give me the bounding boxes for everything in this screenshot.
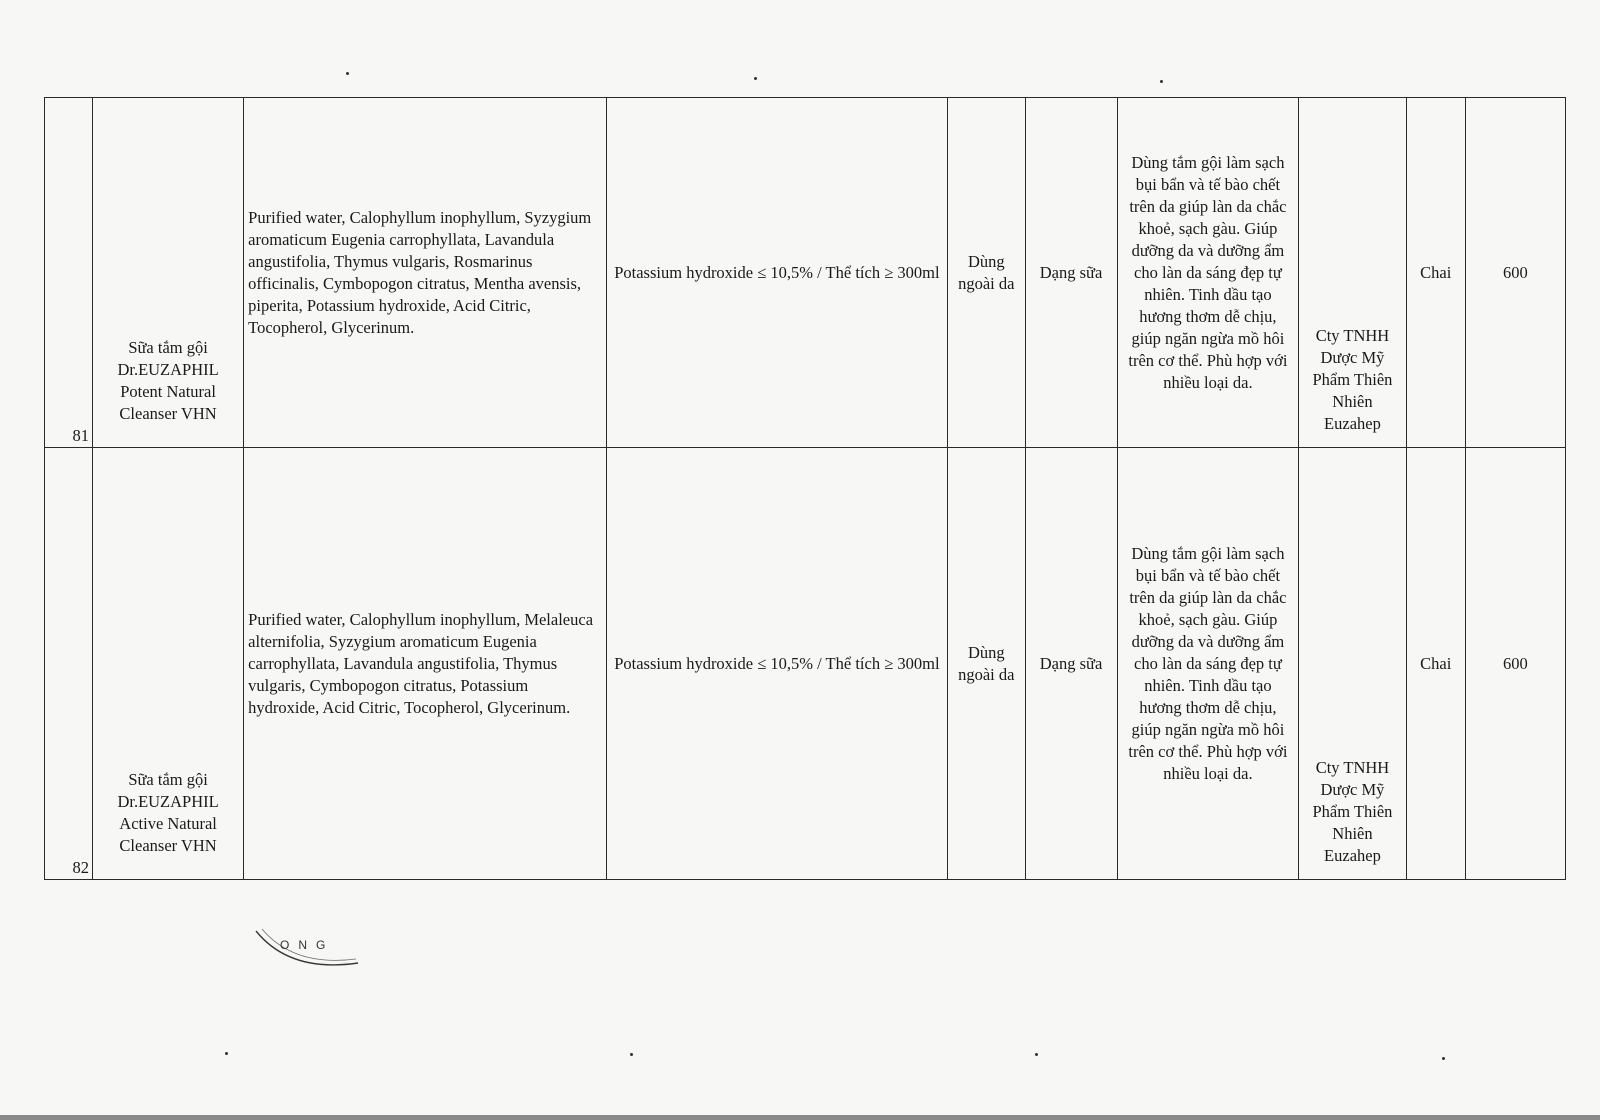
product-table bbox=[44, 97, 1566, 880]
stt-cell: 82 bbox=[45, 448, 93, 880]
stt-cell: 81 bbox=[45, 98, 93, 448]
product-name-cell: Sữa tắm gội Dr.EUZAPHIL Active Natural Cleanser VHN bbox=[93, 448, 244, 880]
product-name-cell: Sữa tắm gội Dr.EUZAPHIL Potent Natural Cleanser VHN bbox=[93, 98, 244, 448]
scan-speck bbox=[1035, 1053, 1038, 1056]
limit-cell: Potassium hydroxide ≤ 10,5% / Thể tích ≥ 300ml bbox=[606, 98, 947, 448]
limit-cell: Potassium hydroxide ≤ 10,5% / Thể tích ≥ 300ml bbox=[606, 448, 947, 880]
company-cell: Cty TNHH Dược Mỹ Phẩm Thiên Nhiên Euzahep bbox=[1299, 448, 1406, 880]
unit-cell: Chai bbox=[1406, 448, 1465, 880]
stamp-text: ONG bbox=[280, 938, 335, 952]
usage-cell: Dùng tắm gội làm sạch bụi bẩn và tế bào chết trên da giúp làn da chắc khoẻ, sạch gàu. Giúp dưỡng da và dưỡng ẩm cho làn da sáng đẹp tự nhiên. Tinh dầu tạo hương thơm dễ chịu, giúp ngăn ngừa mồ hôi trên cơ thể. Phù hợp với nhiều loại da. bbox=[1117, 448, 1299, 880]
scan-speck bbox=[346, 72, 349, 75]
table-row bbox=[45, 98, 1566, 448]
scan-speck bbox=[225, 1052, 228, 1055]
form-cell: Dạng sữa bbox=[1025, 448, 1117, 880]
unit-cell: Chai bbox=[1406, 98, 1465, 448]
stamp-fragment bbox=[250, 925, 365, 975]
form-cell: Dạng sữa bbox=[1025, 98, 1117, 448]
usage-cell: Dùng tắm gội làm sạch bụi bẩn và tế bào chết trên da giúp làn da chắc khoẻ, sạch gàu. Giúp dưỡng da và dưỡng ẩm cho làn da sáng đẹp tự nhiên. Tinh dầu tạo hương thơm dễ chịu, giúp ngăn ngừa mồ hôi trên cơ thể. Phù hợp với nhiều loại da. bbox=[1117, 98, 1299, 448]
ingredients-cell: Purified water, Calophyllum inophyllum, Melaleuca alternifolia, Syzygium aromaticum Eugenia carrophyllata, Lavandula angustifolia, Thymus vulgaris, Cymbopogon citratus, Potassium hydroxide, Acid Citric, Tocopherol, Glycerinum. bbox=[244, 448, 607, 880]
scan-speck bbox=[1442, 1057, 1445, 1060]
ingredients-cell: Purified water, Calophyllum inophyllum, Syzygium aromaticum Eugenia carrophyllata, Lavandula angustifolia, Thymus vulgaris, Rosmarinus officinalis, Cymbopogon citratus, Mentha avensis, piperita, Potassium hydroxide, Acid Citric, Tocopherol, Glycerinum. bbox=[244, 98, 607, 448]
route-cell: Dùng ngoài da bbox=[947, 98, 1025, 448]
table-row bbox=[45, 448, 1566, 880]
scan-speck bbox=[1160, 80, 1163, 83]
scan-speck bbox=[754, 77, 757, 80]
company-cell: Cty TNHH Dược Mỹ Phẩm Thiên Nhiên Euzahep bbox=[1299, 98, 1406, 448]
route-cell: Dùng ngoài da bbox=[947, 448, 1025, 880]
scan-edge bbox=[0, 1115, 1600, 1120]
scan-speck bbox=[630, 1053, 633, 1056]
quantity-cell: 600 bbox=[1465, 448, 1565, 880]
quantity-cell: 600 bbox=[1465, 98, 1565, 448]
